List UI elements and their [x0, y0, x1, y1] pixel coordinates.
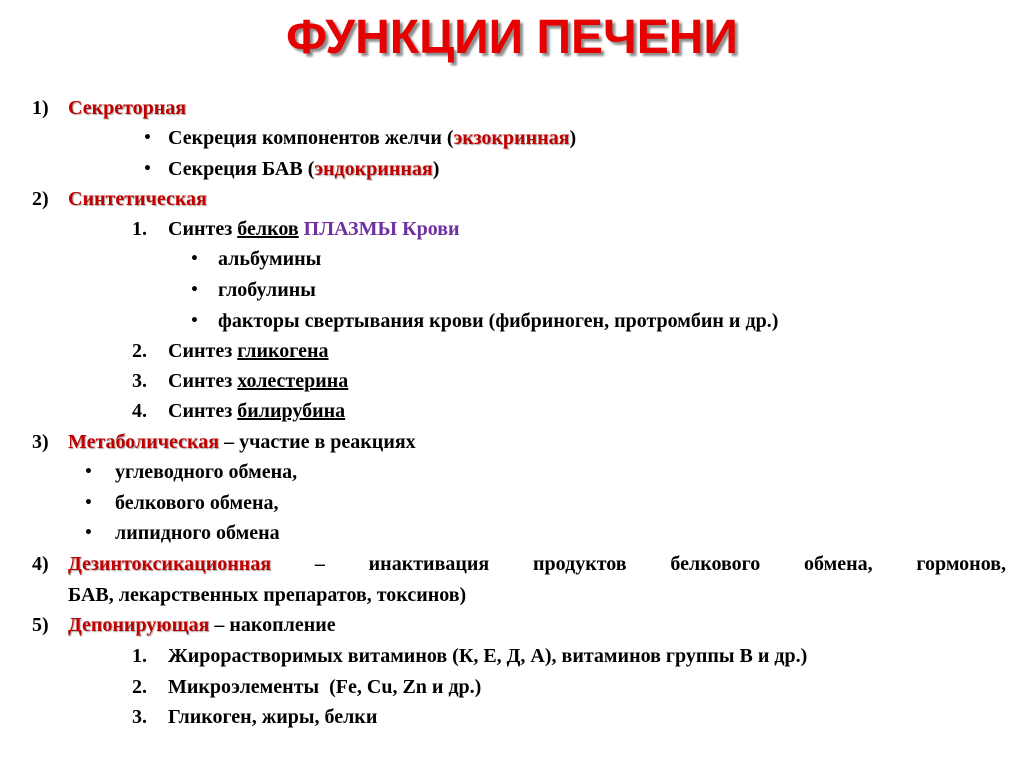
item-blood: Крови	[402, 218, 460, 240]
item-underlined: билирубина	[237, 400, 346, 422]
section-line	[68, 612, 336, 638]
item-underlined: гликогена	[237, 340, 329, 362]
bullet-icon: •	[84, 464, 93, 480]
item-text: Синтез	[168, 218, 238, 240]
list-item: белкового обмена,	[115, 492, 279, 514]
bullet-icon: •	[143, 161, 152, 177]
section-text: – накопление	[209, 614, 336, 636]
list-item: глобулины	[218, 279, 316, 301]
list-item: углеводного обмена,	[115, 461, 298, 483]
list-item: липидного обмена	[115, 522, 280, 544]
list-item	[168, 156, 439, 182]
section-text: – участие в реакциях	[219, 431, 416, 453]
section-line	[68, 429, 416, 455]
section-heading: Метаболическая	[68, 431, 220, 453]
item-underlined: белков	[237, 218, 299, 240]
bullet-icon: •	[84, 495, 93, 511]
section-heading: Секреторная	[68, 97, 187, 119]
list-item: альбумины	[218, 248, 322, 270]
list-item: Микроэлементы (Fe, Cu, Zn и др.)	[168, 676, 482, 698]
list-item	[168, 338, 329, 364]
section-heading: Депонирующая	[68, 614, 210, 636]
item-number: 3.	[132, 370, 147, 392]
section-heading: Синтетическая	[68, 188, 207, 210]
bullet-icon: •	[84, 525, 93, 541]
bullet-icon: •	[143, 130, 152, 146]
item-text: Синтез	[168, 340, 238, 362]
list-item: Гликоген, жиры, белки	[168, 706, 378, 728]
item-text: Секреция БАВ (	[168, 158, 315, 180]
list-item	[168, 125, 576, 151]
section-heading: Дезинтоксикационная	[68, 553, 272, 575]
list-item	[168, 398, 345, 424]
bullet-icon: •	[190, 313, 199, 329]
item-underlined: холестерина	[237, 370, 349, 392]
item-number: 3.	[132, 706, 147, 728]
item-text: )	[569, 127, 577, 149]
section-number: 1)	[32, 97, 49, 119]
item-text: Секреция компонентов желчи (	[168, 127, 454, 149]
list-item	[168, 368, 348, 394]
section-number: 3)	[32, 431, 49, 453]
list-item: Жирорастворимых витаминов (К, Е, Д, А), витаминов группы В и др.)	[168, 645, 808, 667]
item-highlight: эндокринная	[314, 158, 433, 180]
section-text-continued: БАВ, лекарственных препаратов, токсинов)	[68, 584, 467, 606]
section-line	[68, 551, 1006, 577]
item-number: 2.	[132, 340, 147, 362]
item-number: 2.	[132, 676, 147, 698]
section-number: 2)	[32, 188, 49, 210]
item-number: 4.	[132, 400, 147, 422]
slide-title: ФУНКЦИИ ПЕЧЕНИ	[286, 11, 738, 64]
item-plasma: ПЛАЗМЫ	[303, 218, 398, 240]
item-text: )	[432, 158, 440, 180]
list-item	[168, 216, 460, 242]
section-number: 5)	[32, 614, 49, 636]
item-number: 1.	[132, 218, 147, 240]
section-text: – инактивация продуктов белкового обмена, гормонов,	[271, 553, 1006, 575]
item-number: 1.	[132, 645, 147, 667]
bullet-icon: •	[190, 282, 199, 298]
item-highlight: экзокринная	[453, 127, 570, 149]
item-text: Синтез	[168, 370, 238, 392]
item-text: Синтез	[168, 400, 238, 422]
section-number: 4)	[32, 553, 49, 575]
bullet-icon: •	[190, 251, 199, 267]
list-item: факторы свертывания крови (фибриноген, протромбин и др.)	[218, 310, 779, 332]
